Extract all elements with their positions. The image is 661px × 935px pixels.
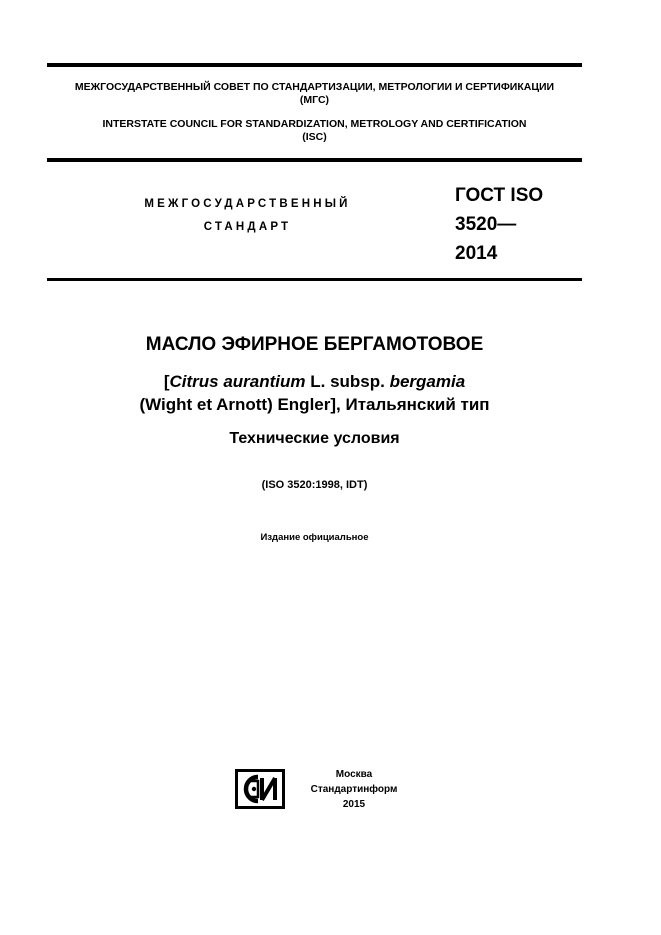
- latin-name: [47, 370, 582, 416]
- standard-code-line2: 3520—: [455, 214, 517, 235]
- iso-reference: (ISO 3520:1998, IDT): [261, 479, 368, 491]
- publisher-year: 2015: [342, 799, 366, 810]
- edition-note: Издание официальное: [260, 532, 369, 543]
- second-rule: [47, 158, 582, 162]
- latin-genus: Citrus aurantium: [169, 372, 306, 391]
- document-title: МАСЛО ЭФИРНОЕ БЕРГАМОТОВОЕ: [145, 334, 484, 355]
- top-rule: [47, 63, 582, 67]
- latin-bracket: [: [163, 372, 170, 391]
- publisher-city: Москва: [335, 769, 373, 780]
- latin-name-line1: [47, 370, 582, 393]
- council-ru-name: МЕЖГОСУДАРСТВЕННЫЙ СОВЕТ ПО СТАНДАРТИЗАЦИИ, МЕТРОЛОГИИ И СЕРТИФИКАЦИИ: [74, 81, 555, 93]
- council-block: [47, 81, 582, 144]
- standartinform-logo-icon: [234, 768, 286, 810]
- standard-code-line3: 2014: [455, 243, 498, 264]
- standard-code: [455, 181, 543, 268]
- publisher-name: Стандартинформ: [310, 784, 398, 795]
- council-en-name: INTERSTATE COUNCIL FOR STANDARDIZATION, METROLOGY AND CERTIFICATION: [102, 118, 527, 130]
- document-subtitle: Технические условия: [229, 430, 400, 447]
- council-en-abbr: (ISC): [302, 131, 327, 143]
- standard-type-line1: МЕЖГОСУДАРСТВЕННЫЙ: [144, 198, 351, 210]
- latin-subspecies: bergamia: [389, 372, 466, 391]
- council-ru-abbr: (МГС): [299, 94, 330, 106]
- third-rule: [47, 278, 582, 281]
- latin-mid: L. subsp.: [305, 372, 390, 391]
- publisher-block: [298, 767, 410, 812]
- standard-code-line1: ГОСТ ISO: [455, 185, 544, 206]
- standard-type-line2: СТАНДАРТ: [203, 221, 292, 233]
- latin-name-line2: (Wight et Arnott) Engler], Итальянский тип: [139, 395, 490, 414]
